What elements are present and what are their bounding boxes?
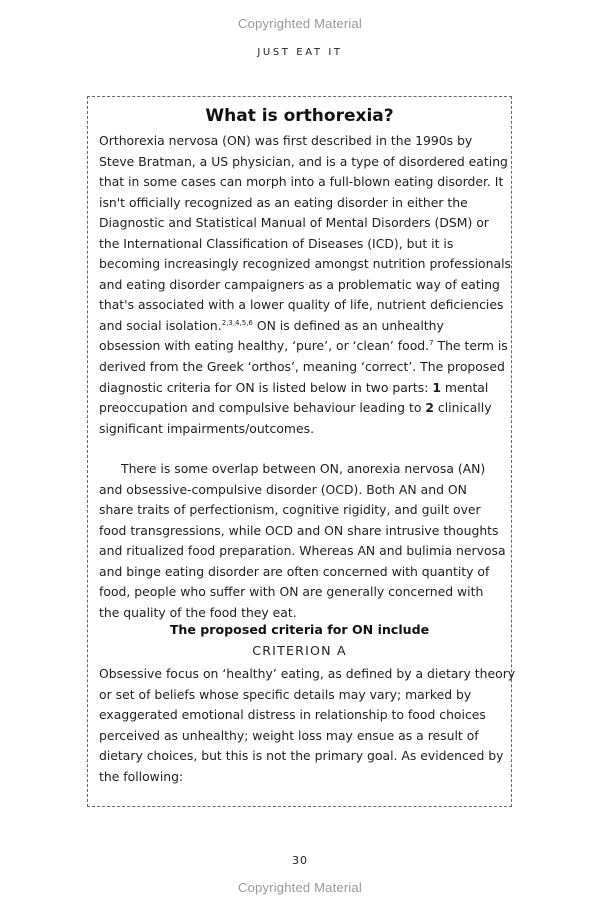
text-line: and ritualized food preparation. Whereas AN and bulimia nervosa [99, 543, 506, 559]
citation-superscript: 2,3,4,5,6 [221, 318, 253, 327]
bold-number: 2 [425, 400, 434, 416]
bold-number: 1 [432, 379, 441, 395]
text-line: isn't officially recognized as an eating disorder in either the [99, 194, 468, 210]
paragraph-definition [99, 131, 509, 439]
text-line: and eating disorder campaigners as a problematic way of eating [99, 276, 500, 292]
text-line: the following: [99, 768, 184, 784]
text-line: dietary choices, but this is not the primary goal. As evidenced by [99, 748, 504, 764]
text-line: derived from the Greek ‘orthos’, meaning ‘correct’. The proposed [99, 359, 505, 375]
text-segment: clinically [433, 400, 492, 416]
text-line: Obsessive focus on ‘healthy’ eating, as defined by a dietary theory [99, 666, 516, 681]
text-line: exaggerated emotional distress in relationship to food choices [99, 707, 486, 723]
copyright-watermark-top: Copyrighted Material [238, 16, 362, 31]
text-line: share traits of perfectionism, cognitive rigidity, and guilt over [99, 502, 481, 518]
text-line: that in some cases can morph into a full-blown eating disorder. It [99, 174, 504, 190]
text-line: Orthorexia nervosa (ON) was first described in the 1990s by [99, 133, 473, 148]
text-segment: ON is defined as an unhealthy [252, 317, 444, 333]
running-head: JUST EAT IT [257, 47, 343, 58]
text-line: the quality of the food they eat. [99, 604, 297, 620]
text-line [99, 378, 509, 399]
paragraph-overlap [99, 459, 509, 623]
text-segment: preoccupation and compulsive behaviour leading to [99, 400, 426, 416]
text-line: and obsessive-compulsive disorder (OCD). Both AN and ON [99, 481, 467, 497]
text-line: becoming increasingly recognized amongst nutrition professionals [99, 256, 511, 272]
page-number: 30 [292, 854, 308, 867]
paragraph-criterion-a [99, 664, 516, 787]
text-segment: mental [440, 379, 489, 395]
text-segment: obsession with eating healthy, ‘pure’, or ‘clean’ food. [99, 338, 430, 354]
text-line: perceived as unhealthy; weight loss may ensue as a result of [99, 727, 479, 743]
text-line [99, 316, 509, 337]
text-segment: and social isolation. [99, 317, 222, 333]
criteria-heading: The proposed criteria for ON include [169, 622, 430, 637]
text-line: or set of beliefs whose specific details may vary; marked by [99, 686, 472, 702]
text-line: that's associated with a lower quality of life, nutrient deficiencies [99, 297, 504, 313]
text-line [99, 398, 509, 419]
citation-superscript: 7 [429, 339, 434, 348]
text-line [99, 336, 509, 357]
criterion-label: CRITERION A [252, 643, 347, 658]
text-line: food transgressions, while OCD and ON share intrusive thoughts [99, 522, 499, 538]
text-segment: The term is [433, 338, 508, 354]
text-segment: diagnostic criteria for ON is listed below in two parts: [99, 379, 433, 395]
text-line: significant impairments/outcomes. [99, 420, 315, 436]
text-line: food, people who suffer with ON are generally concerned with [99, 584, 484, 600]
box-title: What is orthorexia? [205, 106, 394, 126]
text-line: Steve Bratman, a US physician, and is a type of disordered eating [99, 153, 508, 169]
text-line: and binge eating disorder are often concerned with quantity of [99, 563, 490, 579]
text-line: the International Classification of Diseases (ICD), but it is [99, 235, 454, 251]
copyright-watermark-bottom: Copyrighted Material [238, 880, 362, 895]
text-line: There is some overlap between ON, anorexia nervosa (AN) [121, 461, 486, 476]
text-line: Diagnostic and Statistical Manual of Mental Disorders (DSM) or [99, 215, 489, 231]
